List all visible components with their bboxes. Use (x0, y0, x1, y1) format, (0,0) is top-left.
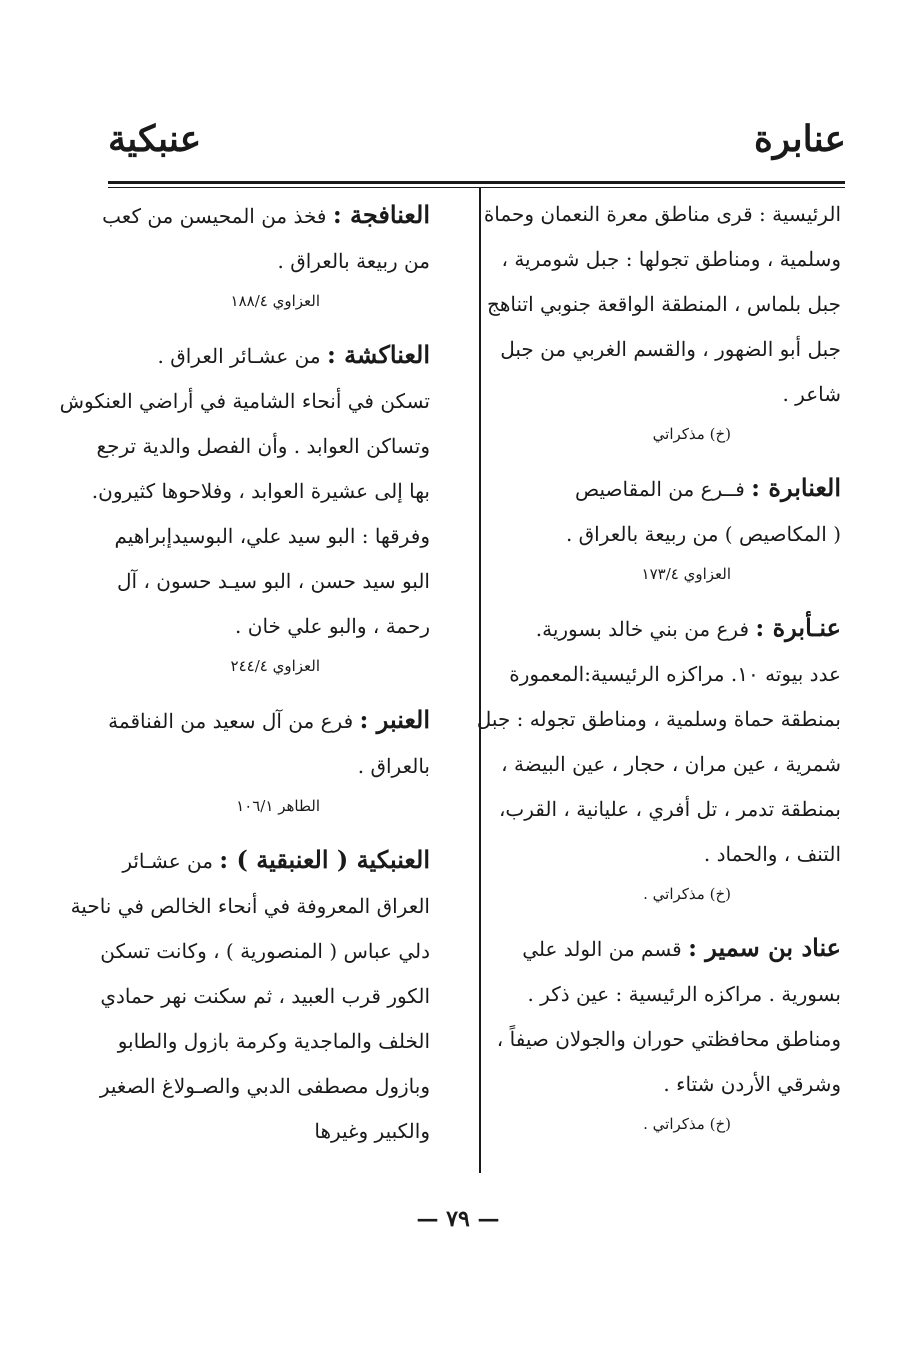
entry (483, 192, 841, 451)
entry-line: شمرية ، عين مران ، حجار ، عين البيضة ، (501, 752, 841, 776)
entry-line (496, 605, 841, 652)
entry-line (102, 192, 430, 239)
entry (59, 332, 430, 683)
entry-line: الكور قرب العبيد ، ثم سكنت نهر حمادي (100, 984, 430, 1008)
entry-line (110, 697, 430, 744)
entry-text: قسم من الولد علي (522, 937, 682, 961)
entry-source: (خ) مذكراتي . (643, 885, 731, 903)
entry-source: العزاوي ٢٤٤/٤ (230, 657, 320, 675)
entry-line: بمنطقة حماة وسلمية ، ومناطق تجوله : جبل (476, 707, 841, 731)
entry-line (110, 332, 430, 379)
entry-line: وبازول مصطفى الدبي والصـولاغ الصغير (99, 1074, 430, 1098)
entry-line: البو سيد حسن ، البو سيـد حسون ، آل (117, 569, 430, 593)
entry-line: وفرقها : البو سيد علي، البوسيدإبراهيم (114, 524, 430, 548)
entry-source: (خ) مذكراتي . (643, 1115, 731, 1133)
guide-word-left: عنبكية (108, 118, 202, 160)
entry-term: العنابرة : (751, 473, 841, 502)
entry-term: العنافجة : (332, 200, 430, 229)
left-column (59, 192, 430, 1168)
entry (476, 605, 841, 911)
entry-source: العزاوي ١٧٣/٤ (641, 565, 731, 583)
entry-line: رحمة ، والبو علي خان . (235, 614, 430, 638)
entry-source: الطاهر ١٠٦/١ (236, 797, 320, 815)
entry-line: الرئيسية : قرى مناطق معرة النعمان وحماة (483, 202, 841, 226)
entry-line (496, 465, 841, 512)
entry-line: عدد بيوته ١٠. مراكزه الرئيسية:المعمورة (509, 662, 841, 686)
entry-term: العنبكية ( العنبقية ) : (219, 845, 430, 874)
guide-word-right: عنابرة (753, 118, 846, 160)
entry-line: جبل بلماس ، المنطقة الواقعة جنوبي اتناهج (486, 292, 841, 316)
entry (496, 925, 841, 1141)
entry-line: دلي عباس ( المنصورية ) ، وكانت تسكن (100, 939, 430, 963)
entry-line: بها إلى عشيرة العوابد ، وفلاحوها كثيرون. (91, 479, 430, 503)
entry-term: العناكشة : (326, 340, 430, 369)
entry-line: العراق المعروفة في أنحاء الخالص في ناحية (70, 894, 430, 918)
entry-text: فرع من آل سعيد من الفناقمة (108, 709, 354, 733)
entry-line: الخلف والماجدية وكرمة بازول والطابو (117, 1029, 430, 1053)
entry-source: (خ) مذكراتي (652, 425, 731, 443)
entry-term: عناد بن سمير : (688, 933, 841, 962)
entry-line: بالعراق . (357, 754, 430, 778)
entry-line: وتساكن العوابد . وأن الفصل والدية ترجع (96, 434, 430, 458)
entry-line: التنف ، والحماد . (703, 842, 841, 866)
header-rule-thick (108, 181, 845, 184)
right-column (476, 192, 841, 1155)
entry-line: ومناطق محافظتي حوران والجولان صيفاً ، (496, 1027, 841, 1051)
entry-text: من عشـائر (122, 849, 213, 873)
column-divider (479, 188, 481, 1173)
entry-term: العنبر : (359, 705, 430, 734)
entry-line: وسلمية ، ومناطق تجولها : جبل شومرية ، (501, 247, 841, 271)
entry-text: من عشـائر العراق . (157, 344, 321, 368)
entry-line: بمنطقة تدمر ، تل أفري ، عليانية ، القرب، (498, 797, 841, 821)
entry (110, 697, 430, 823)
entry (102, 192, 430, 318)
entry-text: فخذ من المحيسن من كعب (102, 204, 327, 228)
entry-line: وشرقي الأردن شتاء . (663, 1072, 841, 1096)
entry-line (110, 837, 430, 884)
entry-line: والكبير وغيرها (314, 1119, 430, 1143)
entry-line: تسكن في أنحاء الشامية في أراضي العنكوش (59, 389, 430, 413)
entry-text: فرع من بني خالد بسورية. (535, 617, 750, 641)
entry-line: بسورية . مراكزه الرئيسية : عين ذكر . (527, 982, 841, 1006)
entry (496, 465, 841, 591)
entry-line: من ربيعة بالعراق . (277, 249, 430, 273)
entry (70, 837, 430, 1154)
entry-term: عنـأبرة : (755, 613, 841, 642)
entry-line (496, 925, 841, 972)
page-number: — ٧٩ — (416, 1206, 500, 1232)
entry-line: شاعر . (782, 382, 841, 406)
entry-text: فــرع من المقاصيص (574, 477, 745, 501)
entry-source: العزاوي ١٨٨/٤ (230, 292, 320, 310)
entry-line: جبل أبو الضهور ، والقسم الغربي من جبل (500, 337, 841, 361)
entry-line: ( المكاصيص ) من ربيعة بالعراق . (565, 522, 841, 546)
header-rule-thin (108, 187, 845, 188)
